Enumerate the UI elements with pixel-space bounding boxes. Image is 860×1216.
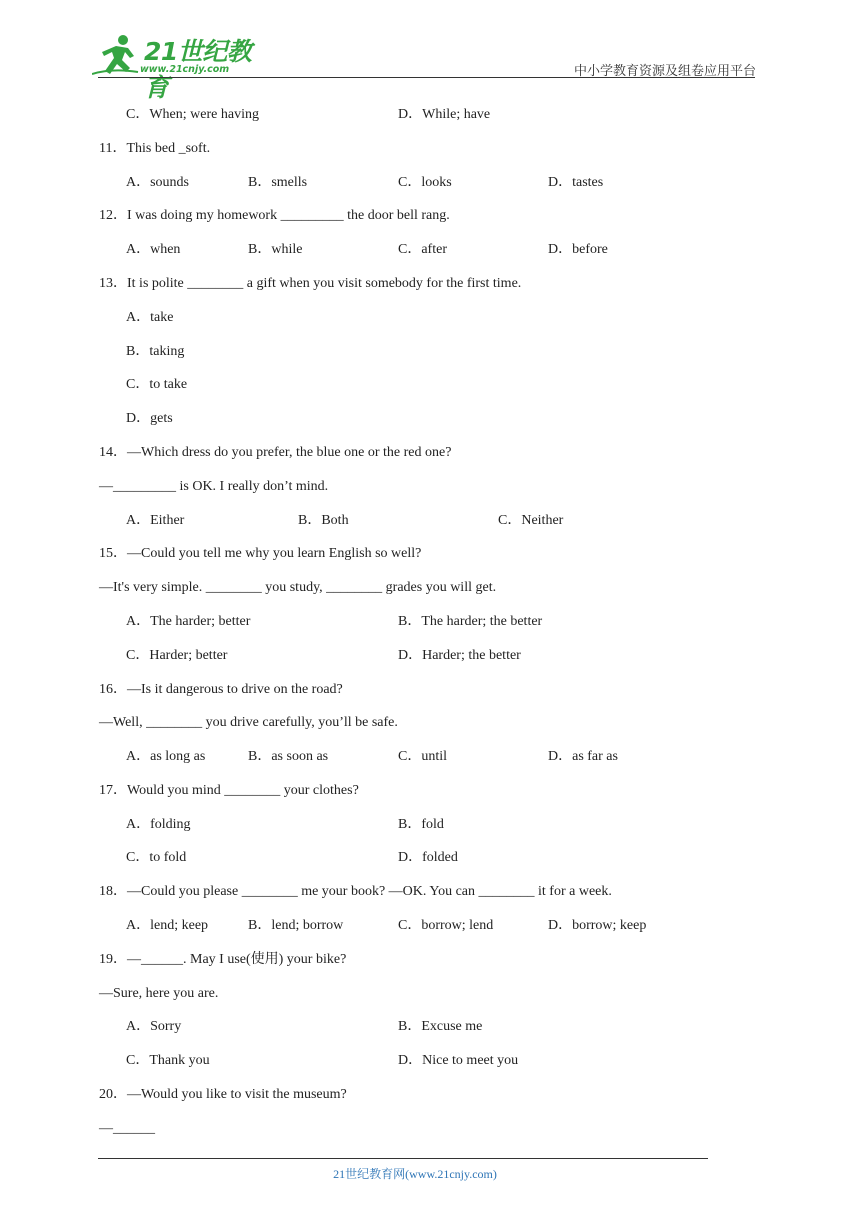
option-c: C．Neither — [498, 513, 564, 528]
option-c: C．to take — [126, 377, 188, 392]
site-logo — [92, 34, 272, 102]
footer-divider — [98, 1158, 708, 1159]
option-c: C．until — [398, 749, 448, 764]
option-b: B．The harder; the better — [398, 614, 543, 629]
question-16-response: —Well, ________ you drive carefully, you’ll be safe. — [99, 715, 398, 730]
option-c: C．Thank you — [126, 1053, 210, 1068]
option-b: B．taking — [126, 344, 185, 359]
option-c: C．Harder; better — [126, 648, 228, 663]
option-b: B．Excuse me — [398, 1019, 483, 1034]
option-b: B．as soon as — [248, 749, 329, 764]
runner-icon — [92, 34, 142, 78]
option-d: D．borrow; keep — [548, 918, 647, 933]
option-a: A．folding — [126, 817, 191, 832]
option-a: A．as long as — [126, 749, 206, 764]
option-a: A．Sorry — [126, 1019, 182, 1034]
option-a: A．lend; keep — [126, 918, 209, 933]
page-header — [0, 0, 860, 102]
option-b: B．smells — [248, 175, 308, 190]
option-b: B．fold — [398, 817, 444, 832]
footer-link[interactable]: 21世纪教育网(www.21cnjy.com) — [333, 1167, 497, 1181]
question-12: 12．I was doing my homework _________ the door bell rang. — [99, 208, 450, 223]
question-13: 13．It is polite ________ a gift when you visit somebody for the first time. — [99, 276, 522, 291]
option-a: A．Either — [126, 513, 185, 528]
question-18: 18．—Could you please ________ me your book? —OK. You can ________ it for a week. — [99, 884, 612, 899]
question-15-response: —It's very simple. ________ you study, ________ grades you will get. — [99, 580, 497, 595]
option-a: A．take — [126, 310, 174, 325]
option-a: A．when — [126, 242, 181, 257]
question-14: 14．—Which dress do you prefer, the blue one or the red one? — [99, 445, 452, 460]
option-d: D．before — [548, 242, 608, 257]
question-16: 16．—Is it dangerous to drive on the road? — [99, 682, 343, 697]
question-14-response: —_________ is OK. I really don’t mind. — [99, 479, 329, 494]
option-a: A．sounds — [126, 175, 190, 190]
option-d: D．Nice to meet you — [398, 1053, 519, 1068]
option-c: C．borrow; lend — [398, 918, 494, 933]
option-b: B．lend; borrow — [248, 918, 344, 933]
question-17: 17．Would you mind ________ your clothes? — [99, 783, 359, 798]
option-d: D．as far as — [548, 749, 618, 764]
option-d: D．gets — [126, 411, 173, 426]
option-d: D．While; have — [398, 107, 491, 122]
option-d: D．folded — [398, 850, 458, 865]
option-d: D．Harder; the better — [398, 648, 521, 663]
question-15: 15．—Could you tell me why you learn English so well? — [99, 546, 422, 561]
option-a: A．The harder; better — [126, 614, 251, 629]
platform-title: 中小学教育资源及组卷应用平台 — [573, 63, 756, 78]
option-c: C．looks — [398, 175, 452, 190]
option-d: D．tastes — [548, 175, 604, 190]
option-c: C．to fold — [126, 850, 187, 865]
question-20: 20．—Would you like to visit the museum? — [99, 1087, 347, 1102]
logo-text: 21世纪教育 — [144, 37, 252, 102]
option-c: C．after — [398, 242, 447, 257]
question-19-response: —Sure, here you are. — [99, 986, 219, 1001]
option-b: B．Both — [298, 513, 349, 528]
question-11: 11．This bed _soft. — [99, 141, 211, 156]
question-19: 19．—______. May I use(使用) your bike? — [99, 952, 347, 967]
question-20-response: —______ — [99, 1121, 155, 1136]
option-b: B．while — [248, 242, 303, 257]
logo-url: www.21cnjy.com — [140, 64, 230, 75]
option-c: C．When; were having — [126, 107, 259, 122]
header-divider — [98, 77, 755, 78]
